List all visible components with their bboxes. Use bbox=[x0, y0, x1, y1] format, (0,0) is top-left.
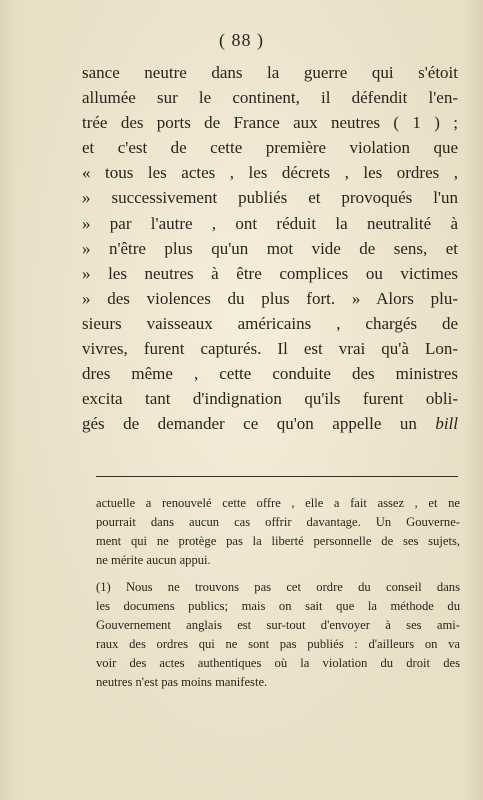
main-text-line: sance neutre dans la guerre qui s'étoit bbox=[82, 63, 458, 82]
footnote-line: pourrait dans aucun cas offrir davantage. Un Gouverne- bbox=[96, 515, 460, 529]
footnote-line: Gouvernement anglais est sur-tout d'envoyer à ses ami- bbox=[96, 618, 460, 632]
italic-word: bill bbox=[435, 414, 458, 434]
main-text-line: » successivement publiés et provoqués l'un bbox=[82, 188, 458, 208]
main-text-line: » des violences du plus fort. » Alors plu- bbox=[82, 288, 458, 308]
footnote-line: voir des actes authentiques où la violation du droit des bbox=[96, 656, 460, 670]
footnote-separator-rule bbox=[96, 476, 458, 477]
footnote-continuation bbox=[96, 494, 460, 570]
footnote-line: raux des ordres qui ne sont pas publiés : d'ailleurs on va bbox=[96, 637, 460, 651]
main-text-line: » par l'autre , ont réduit la neutralité à bbox=[82, 213, 458, 233]
footnote-1 bbox=[96, 578, 460, 692]
main-text-line: allumée sur le continent, il défendit l'en- bbox=[82, 88, 458, 108]
footnote-line: neutres n'est pas moins manifeste. bbox=[96, 675, 268, 689]
footnotes bbox=[96, 494, 460, 692]
footnote-line: actuelle a renouvelé cette offre , elle a fait assez , et ne bbox=[96, 496, 460, 510]
main-text-line: et c'est de cette première violation que bbox=[82, 138, 458, 158]
main-text-line: » les neutres à être complices ou victimes bbox=[82, 263, 458, 283]
main-text bbox=[82, 60, 458, 436]
footnote-line: (1) Nous ne trouvons pas cet ordre du conseil dans bbox=[96, 580, 460, 594]
footnote-line: ment qui ne protège pas la liberté personnelle de ses sujets, bbox=[96, 534, 460, 548]
main-text-line: vivres, furent capturés. Il est vrai qu'à Lon- bbox=[82, 339, 458, 359]
main-text-line: gés de demander ce qu'on appelle un bbox=[82, 414, 417, 434]
footnote-line: les documens publics; mais on sait que la méthode du bbox=[96, 599, 460, 613]
main-text-line: trée des ports de France aux neutres ( 1 ) ; bbox=[82, 113, 458, 133]
main-text-line: « tous les actes , les décrets , les ordres , bbox=[82, 163, 458, 183]
footnote-line: ne mérite aucun appui. bbox=[96, 553, 211, 567]
main-text-last-line bbox=[82, 411, 458, 436]
main-text-line: excita tant d'indignation qu'ils furent obli- bbox=[82, 389, 458, 409]
page-number: ( 88 ) bbox=[219, 30, 264, 50]
main-text-line: » n'être plus qu'un mot vide de sens, et bbox=[82, 238, 458, 258]
main-text-line: dres même , cette conduite des ministres bbox=[82, 364, 458, 384]
main-text-line: sieurs vaisseaux américains , chargés de bbox=[82, 313, 458, 333]
